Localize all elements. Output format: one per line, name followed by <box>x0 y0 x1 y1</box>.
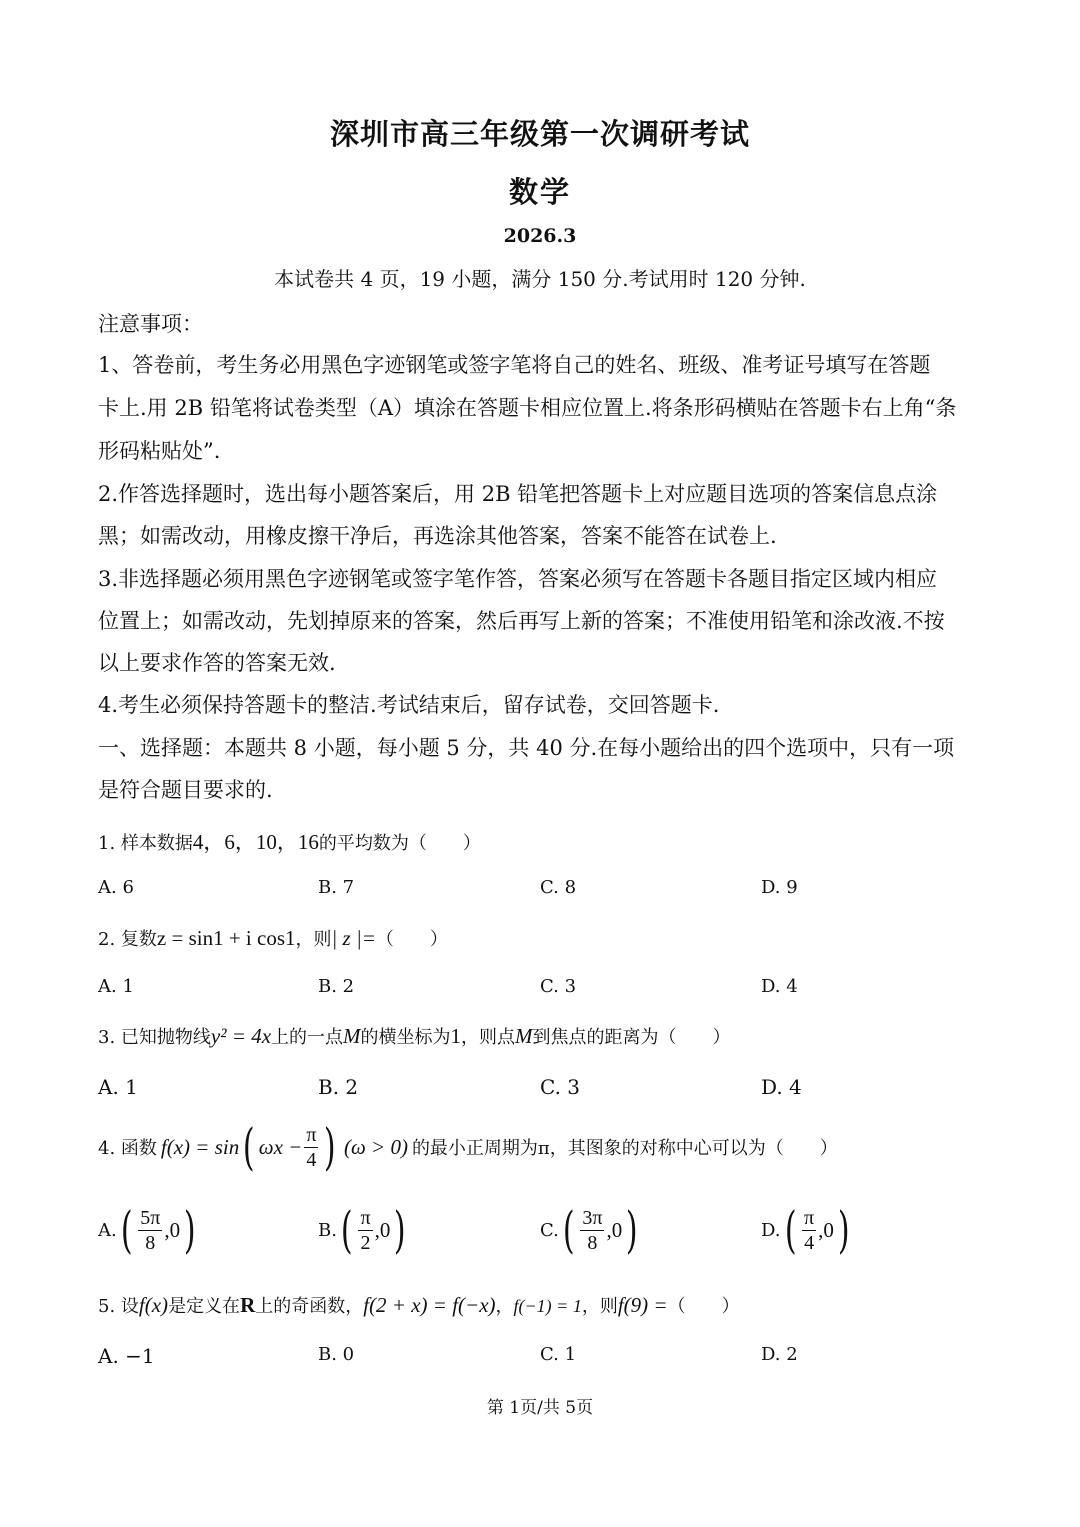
q3-mid4: 到焦点的距离为（ ） <box>532 1027 731 1048</box>
exam-subject: 数学 <box>508 175 571 209</box>
q4-option-b-fraction <box>358 1206 372 1255</box>
numerator: 3π <box>582 1206 603 1229</box>
q3-point-m: M <box>343 1024 361 1048</box>
denominator: 4 <box>804 1231 815 1254</box>
q4-function: f(x) = sin <box>160 1134 240 1159</box>
q2-option-a: A. 1 <box>98 976 134 997</box>
q1-prefix: 1. 样本数据 <box>98 833 193 854</box>
q3-mid2: 的横坐标为 <box>360 1027 451 1048</box>
q4-prefix: 4. 函数 <box>98 1138 157 1159</box>
notice-line: 1、答卷前，考生务必用黑色字迹钢笔或签字笔将自己的姓名、班级、准考证号填写在答题 <box>98 353 931 377</box>
section-heading: 一、选择题：本题共 8 小题，每小题 5 分，共 40 分.在每小题给出的四个选项中，只有一项 <box>98 736 955 760</box>
q5-option-d: D. 2 <box>761 1344 798 1365</box>
q5-real-set: R <box>240 1293 256 1317</box>
question-3 <box>98 1023 731 1049</box>
denominator: 8 <box>587 1231 598 1254</box>
q2-expression: z = sin1 + i cos1 <box>156 926 296 950</box>
q4-condition: (ω > 0) <box>343 1134 408 1159</box>
right-paren: ) <box>184 1201 196 1259</box>
q4-right-paren: ) <box>324 1118 337 1176</box>
question-1 <box>98 826 481 856</box>
left-paren: ( <box>784 1201 797 1259</box>
q4-argument: ωx − <box>258 1134 303 1159</box>
numerator: 5π <box>140 1206 161 1229</box>
notice-heading: 注意事项： <box>98 312 203 336</box>
notice-line: 3.非选择题必须用黑色字迹钢笔或签字笔作答，答案必须写在答题卡各题目指定区域内相应 <box>98 567 938 591</box>
q5-option-c: C. 1 <box>540 1344 577 1365</box>
q4-option-d <box>761 1201 853 1259</box>
q4-option-c-fraction <box>580 1206 604 1255</box>
page-footer: 第 1页/共 5页 <box>486 1398 594 1418</box>
q4-fraction <box>304 1123 318 1172</box>
q3-one: 1 <box>450 1024 462 1048</box>
q4-option-c-label: C. <box>540 1219 559 1241</box>
notice-line: 形码粘贴处”. <box>98 439 221 463</box>
q4-option-a-label: A. <box>98 1219 117 1241</box>
q4-fraction-numerator: π <box>306 1123 317 1146</box>
q3-mid3: ，则点 <box>461 1027 516 1048</box>
q5-comma: ， <box>495 1296 514 1317</box>
q1-option-c: C. 8 <box>540 877 577 898</box>
q2-option-c: C. 3 <box>540 976 577 997</box>
q1-option-a: A. 6 <box>98 877 134 898</box>
denominator: 8 <box>145 1231 156 1254</box>
q5-mid1: 是定义在 <box>168 1296 241 1317</box>
q4-option-b-tail: ,0 <box>374 1217 391 1242</box>
right-paren: ) <box>394 1201 406 1259</box>
q5-mid2: 上的奇函数， <box>255 1296 364 1317</box>
q2-mid: ，则 <box>295 929 332 950</box>
numerator: π <box>804 1206 815 1229</box>
left-paren: ( <box>562 1201 575 1259</box>
q3-mid1: 上的一点 <box>271 1027 344 1048</box>
q4-option-b-label: B. <box>318 1219 337 1241</box>
right-paren: ) <box>626 1201 638 1259</box>
q4-option-a-tail: ,0 <box>164 1217 181 1242</box>
exam-info: 本试卷共 4 页，19 小题，满分 150 分.考试用时 120 分钟. <box>274 267 806 291</box>
q1-option-b: B. 7 <box>318 877 355 898</box>
q5-mid3: ，则 <box>581 1296 618 1317</box>
right-paren: ) <box>837 1201 850 1259</box>
notice-line: 卡上.用 2B 铅笔将试卷类型（A）填涂在答题卡相应位置上.将条形码横贴在答题卡右上角“条 <box>98 396 957 420</box>
q4-suffix: 的最小正周期为π，其图象的对称中心可以为（ ） <box>411 1138 838 1159</box>
q4-left-paren: ( <box>243 1118 255 1176</box>
q5-option-a: A. −1 <box>98 1344 155 1368</box>
q4-option-c-tail: ,0 <box>606 1217 623 1242</box>
question-2 <box>98 925 448 951</box>
q3-point-m-2: M <box>515 1024 533 1048</box>
q4-fraction-denominator: 4 <box>306 1148 317 1171</box>
exam-title: 深圳市高三年级第一次调研考试 <box>329 117 750 151</box>
q4-option-d-fraction <box>802 1206 816 1255</box>
q3-option-d: D. 4 <box>761 1075 802 1099</box>
q2-prefix: 2. 复数 <box>98 929 157 950</box>
q2-option-b: B. 2 <box>318 976 355 997</box>
question-5 <box>98 1292 740 1318</box>
q4-option-a <box>98 1201 200 1259</box>
section-heading-cont: 是符合题目要求的. <box>98 778 273 802</box>
q4-option-d-label: D. <box>761 1219 781 1241</box>
q5-option-b: B. 0 <box>318 1344 355 1365</box>
q2-option-d: D. 4 <box>761 976 798 997</box>
q4-option-a-fraction <box>138 1206 162 1255</box>
notice-line: 2.作答选择题时，选出每小题答案后，用 2B 铅笔把答题卡上对应题目选项的答案信息点涂 <box>98 482 938 506</box>
q4-option-b <box>318 1201 410 1259</box>
notice-line: 4.考生必须保持答题卡的整洁.考试结束后，留存试卷，交回答题卡. <box>98 693 720 717</box>
q3-option-b: B. 2 <box>318 1075 359 1099</box>
q5-prefix: 5. 设 <box>98 1296 139 1317</box>
denominator: 2 <box>360 1231 371 1254</box>
notice-line: 位置上；如需改动，先划掉原来的答案，然后再写上新的答案；不准使用铅笔和涂改液.不按 <box>98 609 945 633</box>
q5-equation-1: f(2 + x) = f(−x) <box>363 1293 496 1317</box>
q5-equation-2: f(−1) = 1 <box>513 1296 582 1316</box>
q5-suffix: （ ） <box>667 1296 740 1317</box>
q4-option-d-tail: ,0 <box>818 1217 834 1242</box>
q3-option-c: C. 3 <box>540 1075 581 1099</box>
left-paren: ( <box>340 1201 353 1259</box>
left-paren: ( <box>120 1201 133 1259</box>
q1-option-d: D. 9 <box>761 877 798 898</box>
question-4 <box>98 1118 838 1176</box>
q1-data: 4，6，10，16 <box>192 830 319 854</box>
numerator: π <box>360 1206 371 1229</box>
q3-option-a: A. 1 <box>98 1075 138 1099</box>
q1-suffix: 的平均数为（ ） <box>318 833 481 854</box>
q3-expression: y² = 4x <box>210 1024 272 1048</box>
notice-line: 以上要求作答的答案无效. <box>98 651 336 675</box>
notice-line: 黑；如需改动，用橡皮擦干净后，再选涂其他答案，答案不能答在试卷上. <box>98 524 777 548</box>
exam-date: 2026.3 <box>503 225 577 247</box>
q2-suffix: （ ） <box>375 929 448 950</box>
q5-fx: f(x) <box>138 1293 169 1317</box>
q4-option-c <box>540 1201 642 1259</box>
q3-prefix: 3. 已知抛物线 <box>98 1027 211 1048</box>
q2-abs: | z |= <box>331 926 376 950</box>
q5-equation-3: f(9) = <box>617 1293 668 1317</box>
